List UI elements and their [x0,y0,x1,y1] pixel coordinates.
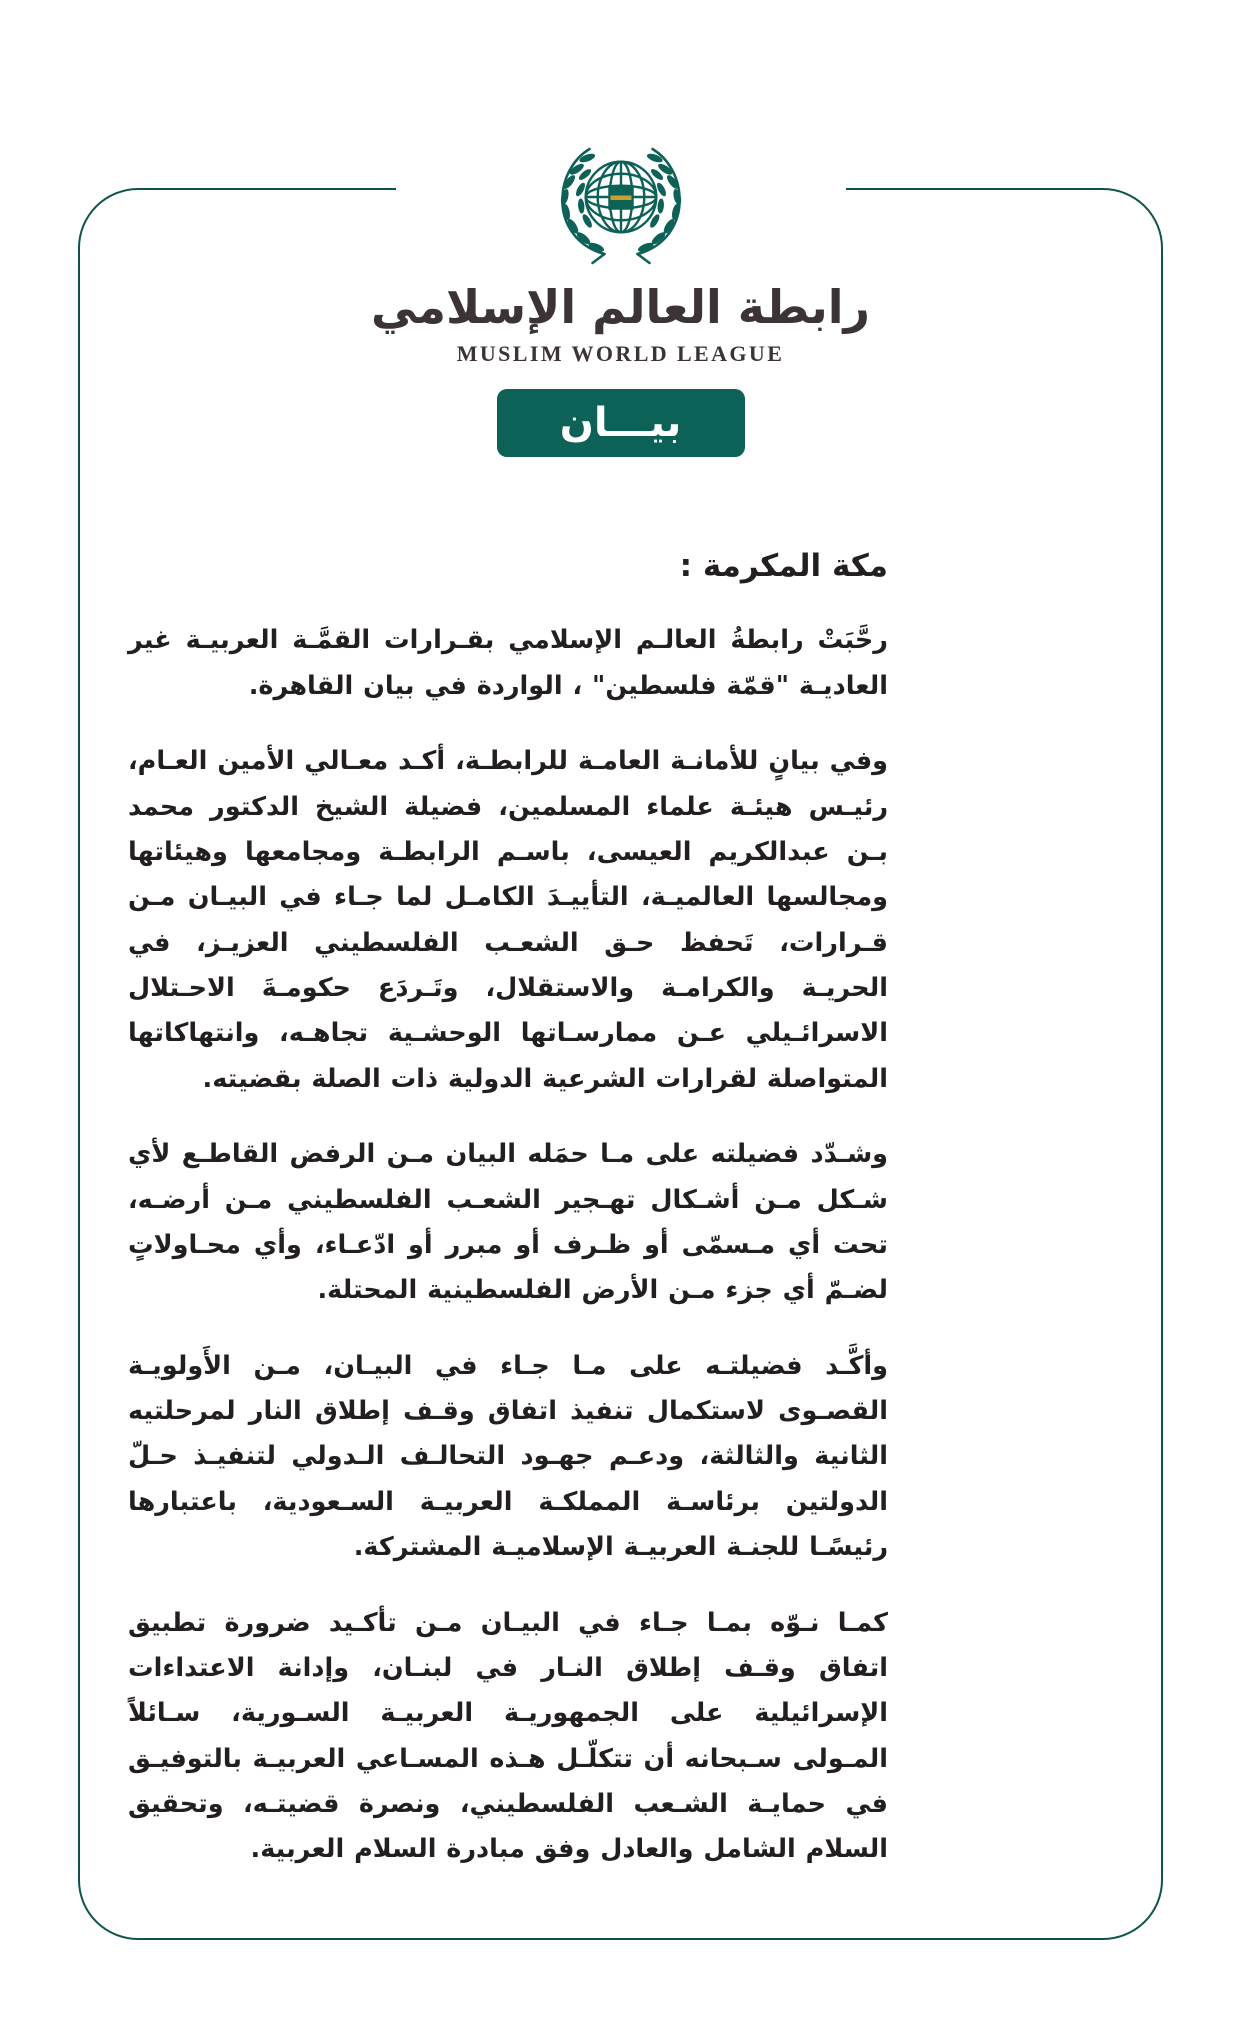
organization-name-english: MUSLIM WORLD LEAGUE [456,340,785,366]
globe-wreath-kaaba-emblem [546,128,696,278]
paragraph-4: وأكَّـد فضيلتـه على مـا جـاء في البيـان، مـن الأَولويـة القصـوى لاستكمال تنفيذ اتفاق وقـف إطلاق النار لمرحلتيه الثانية والثالثة، ودعـم جهـود التحالـف الـدولي لتنفيـذ حـلّ الدولتين برئاسـة المملكـة العربيـة السـعودية، باعتبارها رئيسًـا للجنـة العربيـة الإسلاميـة المشتركة. [128,1350,888,1563]
dateline: مكة المكرمة : [679,548,888,584]
statement-banner: بيـــان [497,389,745,457]
paragraph-1: رحَّبَتْ رابطةُ العالـم الإسلامي بقـرارات القمَّـة العربيـة غير العاديـة "قمّة فلسطين" ، الواردة في بيان القاهرة. [128,625,888,701]
paragraph-5: كمـا نـوّه بمـا جـاء في البيـان مـن تأكـيد ضرورة تطبيق اتفاق وقـف إطلاق النـار في لبنـان، وإدانة الاعتداءات الإسرائيلية على الجمهوريـة العربيـة السـورية، سـائلاً المـولى سـبحانه أن تتكلّـل هـذه المسـاعي العربيـة بالتوفيـق في حمايـة الشـعب الفلسطيني، ونصرة قضيتـه، وتحقيق السلام الشامل والعادل وفق مبادرة السلام العربية. [128,1607,888,1865]
document-header [0,128,1241,457]
paragraph-2: وفي بيانٍ للأمانـة العامـة للرابطـة، أكـد معـالي الأمين العـام، رئيـس هيئـة علماء المسلمين، فضيلة الشيخ الدكتور محمد بـن عبدالكريم العيسى، باسـم الرابطـة ومجامعها وهيئاتها ومجالسها العالميـة، التأييـدَ الكامـل لما جـاء في البيـان مـن قـرارات، تَحفظ حـق الشعـب الفلسطيني العزيـز، في الحريـة والكرامـة والاستقلال، وتَـردَع حكومـةَ الاحـتلال الاسرائـيلي عـن ممارسـاتها الوحشـية تجاهـه، وانتهاكاتها المتواصلة لقرارات الشرعية الدولية ذات الصلة بقضيته. [128,746,888,1094]
paragraph-3: وشـدّد فضيلته على مـا حمَله البيان مـن الرفض القاطـع لأي شـكل مـن أشـكال تهـجير الشعـب الفلسطيني مـن أرضـه، تحت أي مـسمّى أو ظـرف أو مبرر أو ادّعـاء، وأي محـاولاتٍ لضـمّ أي جزء مـن الأرض الفلسطينية المحتلة. [128,1139,888,1306]
statement-body [128,545,888,1873]
organization-name-arabic: رابطة العالم الإسلامي [370,280,871,334]
